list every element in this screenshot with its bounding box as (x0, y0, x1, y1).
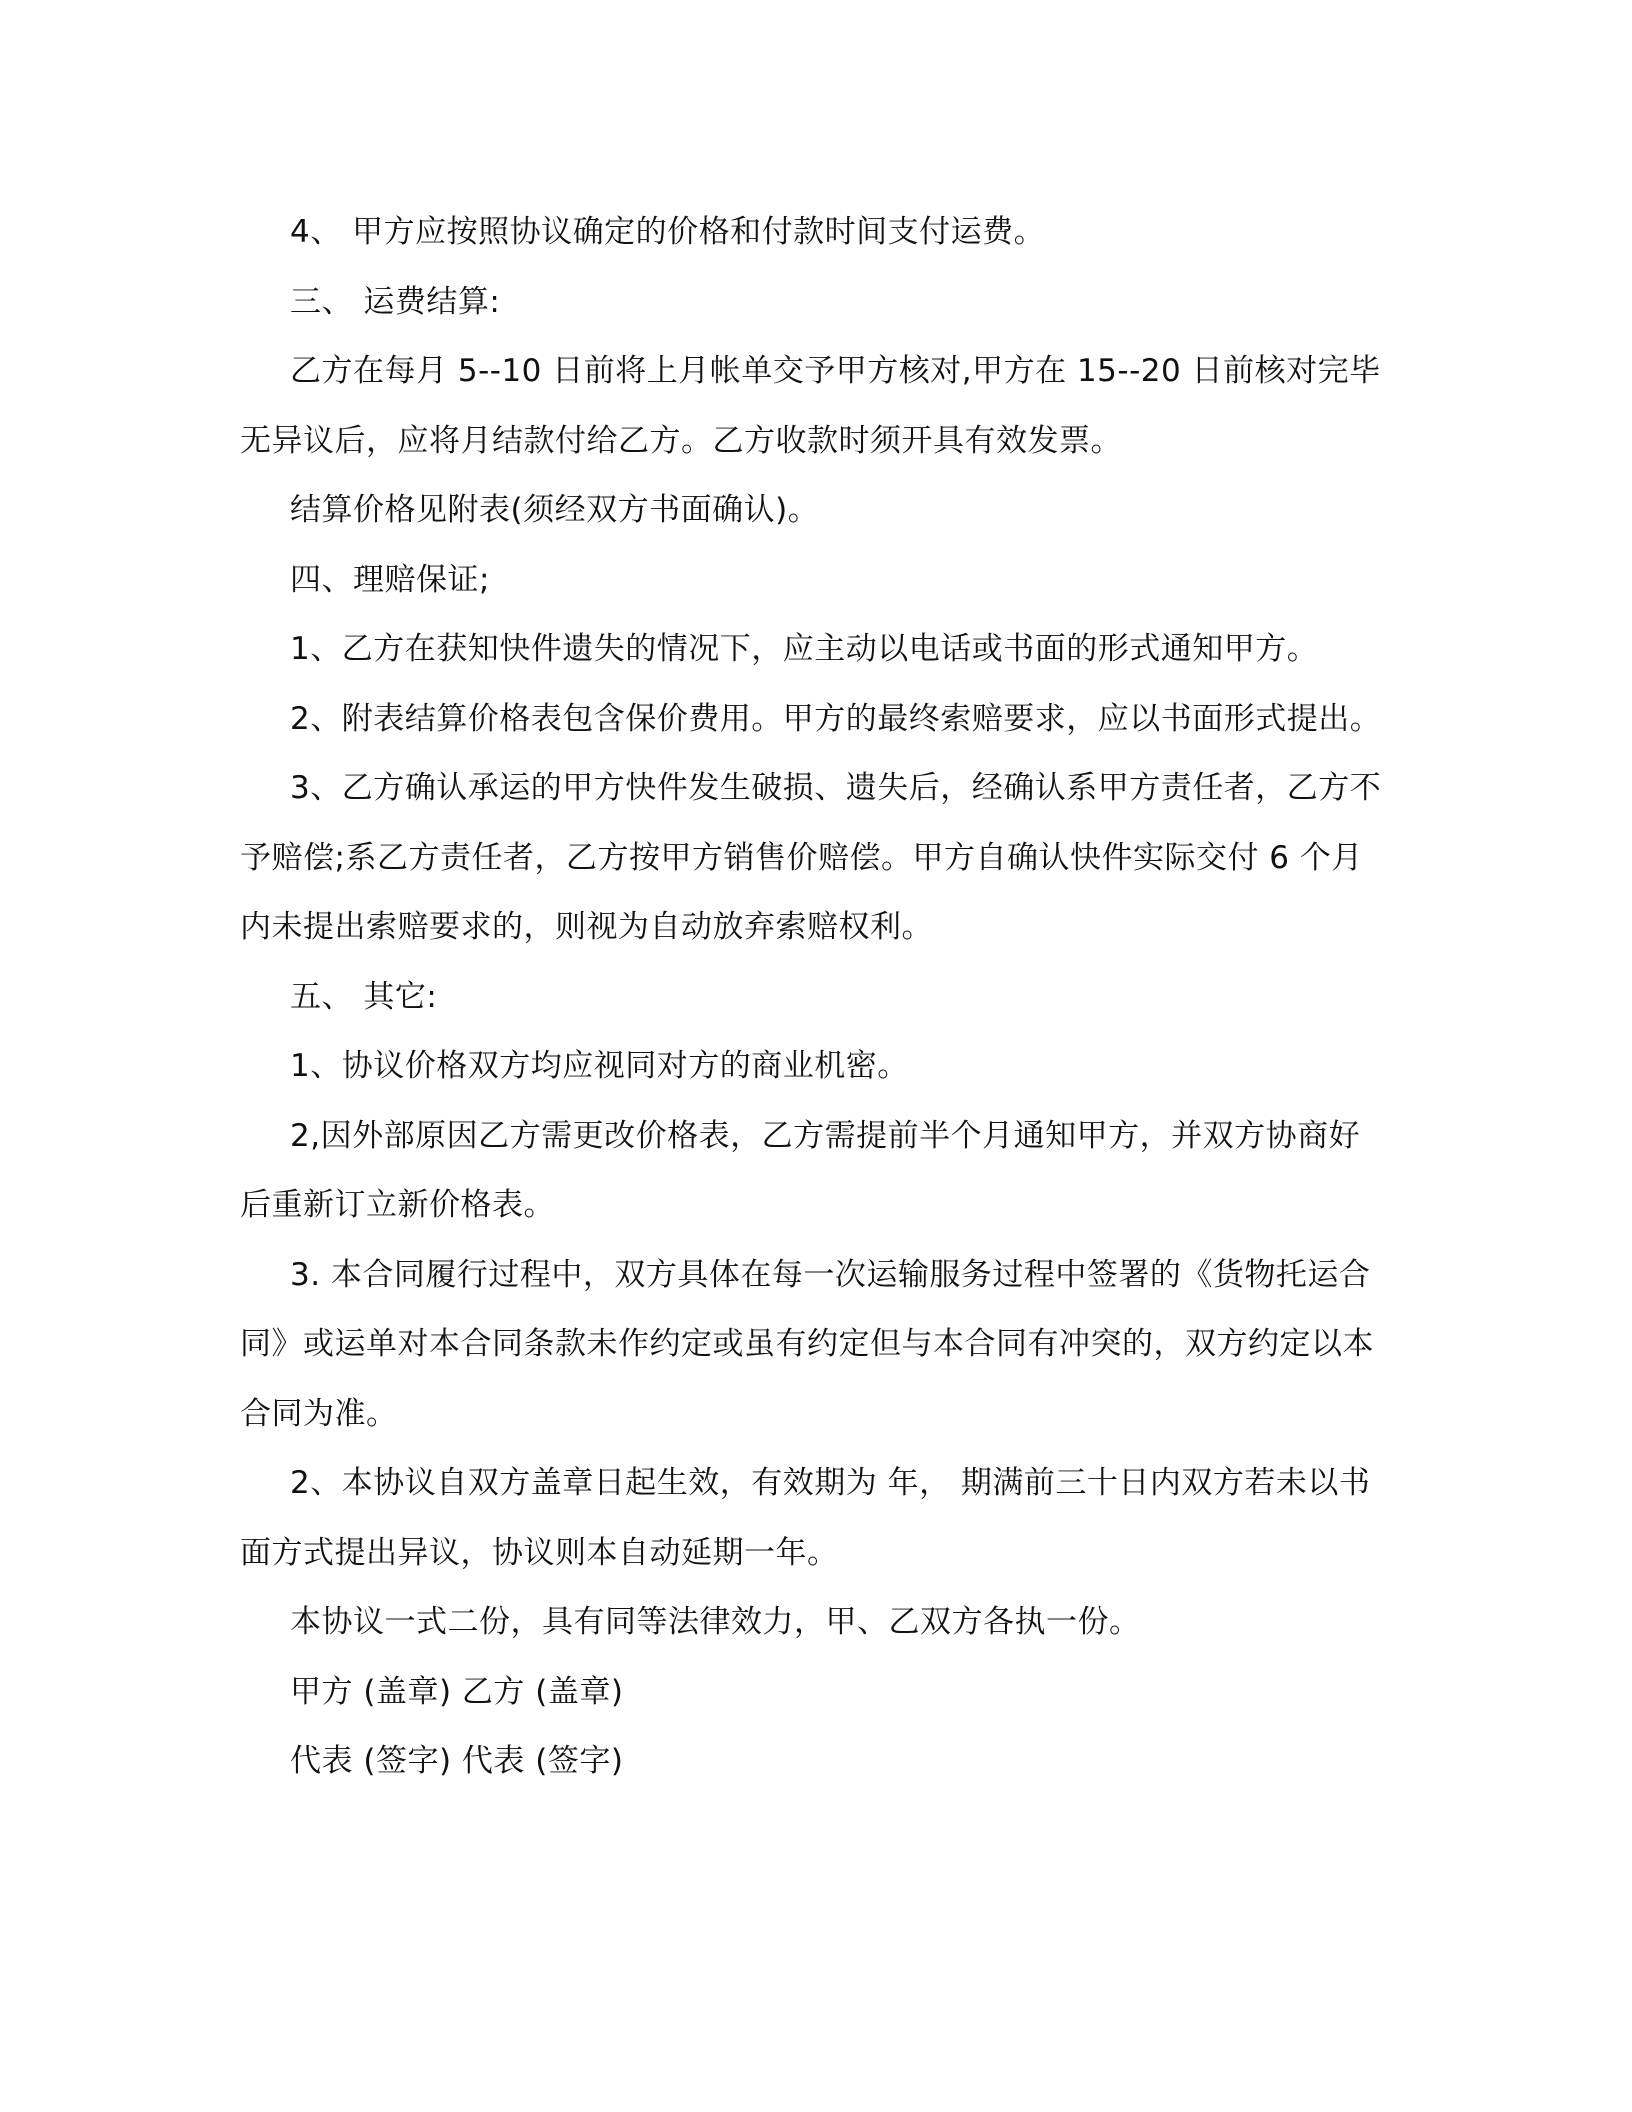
clause-damage-compensation: 3、乙方确认承运的甲方快件发生破损、遗失后，经确认系甲方责任者，乙方不予赔偿;系乙方责任者，乙方按甲方销售价赔偿。甲方自确认快件实际交付 6 个月内未提出索赔要求的，则视为自动放弃索赔权利。 (240, 770, 1382, 945)
signature-seal-line: 甲方 (盖章) 乙方 (盖章) (290, 1673, 624, 1710)
document-body (240, 198, 1390, 1797)
clause-effective-term: 2、本协议自双方盖章日起生效，有效期为 年， 期满前三十日内双方若未以书面方式提出异议，协议则本自动延期一年。 (240, 1465, 1371, 1571)
clause-monthly-billing: 乙方在每月 5--10 日前将上月帐单交予甲方核对,甲方在 15--20 日前核对完毕无异议后，应将月结款付给乙方。乙方收款时须开具有效发票。 (240, 353, 1381, 459)
clause-settlement-price: 结算价格见附表(须经双方书面确认)。 (290, 492, 820, 528)
section-heading-other: 五、 其它: (290, 978, 438, 1015)
clause-price-change: 2,因外部原因乙方需更改价格表，乙方需提前半个月通知甲方，并双方协商好后重新订立新价格表。 (240, 1117, 1361, 1223)
clause-confidentiality: 1、协议价格双方均应视同对方的商业机密。 (290, 1048, 909, 1084)
signature-representative-line: 代表 (签字) 代表 (签字) (290, 1743, 624, 1779)
clause-freight-payment: 4、 甲方应按照协议确定的价格和付款时间支付运费。 (290, 214, 1046, 250)
clause-contract-precedence: 3. 本合同履行过程中，双方具体在每一次运输服务过程中签署的《货物托运合同》或运单对本合同条款未作约定或虽有约定但与本合同有冲突的，双方约定以本合同为准。 (240, 1256, 1374, 1432)
section-heading-claims: 四、理赔保证; (290, 561, 490, 598)
clause-copies: 本协议一式二份，具有同等法律效力，甲、乙双方各执一份。 (290, 1604, 1141, 1640)
section-heading-settlement: 三、 运费结算: (290, 283, 501, 320)
clause-loss-notification: 1、乙方在获知快件遗失的情况下，应主动以电话或书面的形式通知甲方。 (290, 631, 1319, 667)
clause-insured-value: 2、附表结算价格表包含保价费用。甲方的最终索赔要求，应以书面形式提出。 (290, 700, 1382, 737)
